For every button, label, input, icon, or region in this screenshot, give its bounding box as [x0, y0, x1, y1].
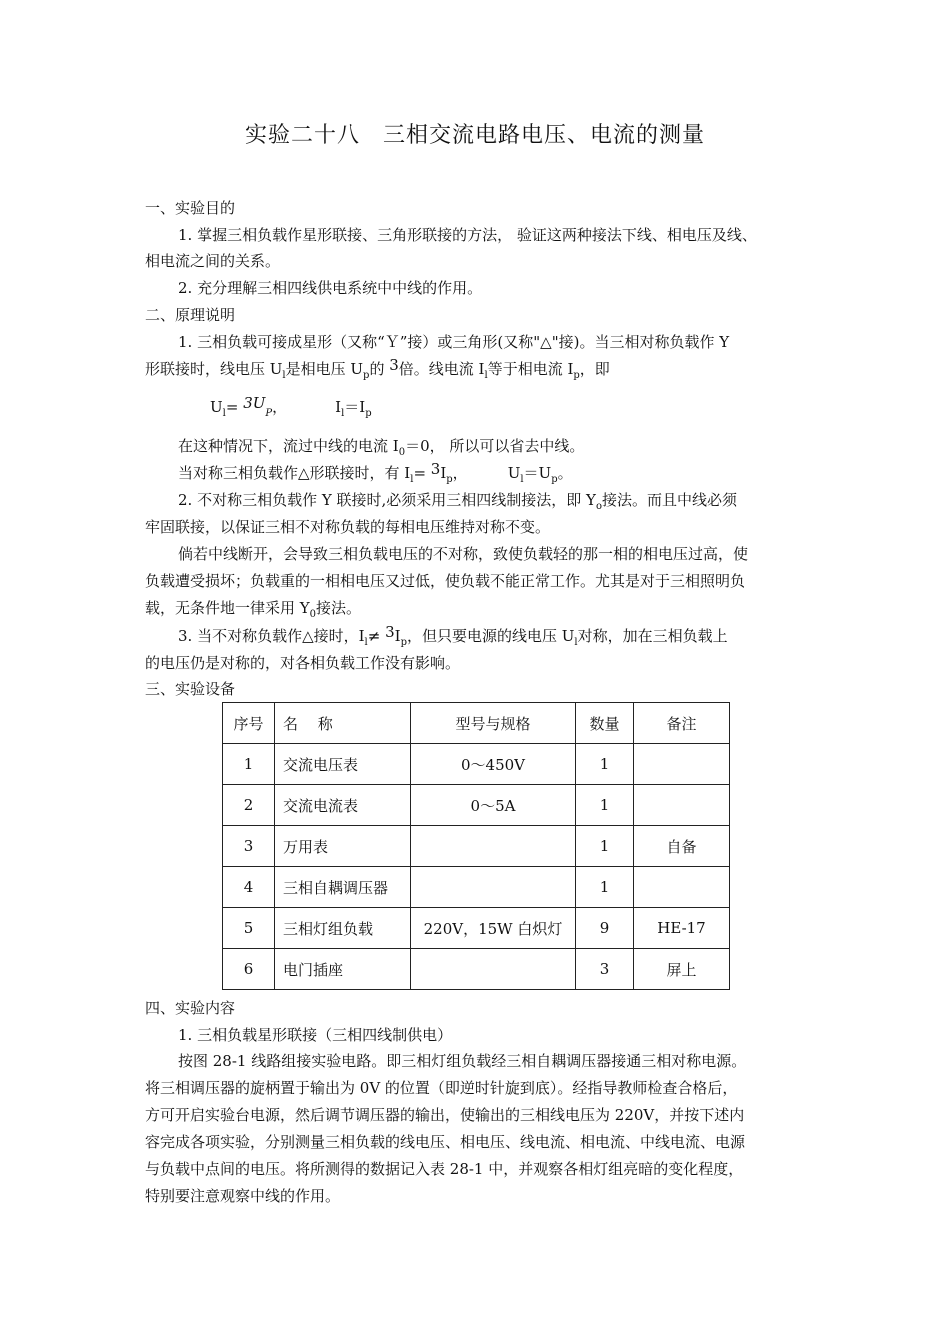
table-cell: 电门插座	[275, 949, 411, 990]
table-cell: 4	[223, 867, 275, 908]
principle-p1-line-1: 1. 三相负载可接成星形（又称“Ｙ”接）或三角形(又称"△"接)。当三相对称负载作 Y	[178, 333, 730, 351]
principle-p4-line-1: 2. 不对称三相负载作 Y 联接时,必须采用三相四线制接法，即 $Y_o$接法。而且中线必须	[178, 491, 738, 512]
table-cell: HE-17	[634, 908, 730, 949]
formula-star: $U_l= 3U_P$， $I_l=I_p$	[210, 394, 372, 419]
content-line-1: 按图 28-1 线路组接实验电路。即三相灯组负载经三相自耦调压器接通三相对称电源。	[178, 1052, 747, 1070]
principle-p2: 在这种情况下，流过中线的电流 $I_0=0$， 所以可以省去中线。	[178, 437, 585, 458]
table-row	[223, 744, 730, 785]
section-heading-objectives: 一、实验目的	[145, 199, 236, 217]
table-cell: 5	[223, 908, 275, 949]
content-subheading-1: 1. 三相负载星形联接（三相四线制供电）	[178, 1026, 453, 1044]
table-row	[223, 867, 730, 908]
table-cell	[634, 744, 730, 785]
principle-p4-line-2: 牢固联接，以保证三相不对称负载的每相电压维持对称不变。	[145, 518, 551, 536]
header-cell: 型号与规格	[411, 703, 576, 744]
principle-p5-line-1: 倘若中线断开，会导致三相负载电压的不对称，致使负载轻的那一相的相电压过高，使	[178, 545, 749, 563]
header-cell: 数量	[576, 703, 634, 744]
content-line-6: 特别要注意观察中线的作用。	[145, 1187, 341, 1205]
table-cell: 6	[223, 949, 275, 990]
objective-2: 2. 充分理解三相四线供电系统中中线的作用。	[178, 279, 483, 297]
content-line-3: 方可开启实验台电源，然后调节调压器的输出，使输出的三相线电压为 220V，并按下述内	[145, 1106, 745, 1124]
page-title: 实验二十八 三相交流电路电压、电流的测量	[244, 123, 705, 148]
table-cell: 2	[223, 785, 275, 826]
table-cell	[411, 867, 576, 908]
sqrt-3: 3	[389, 356, 399, 374]
table-row	[223, 949, 730, 990]
section-heading-equipment: 三、实验设备	[145, 680, 236, 698]
table-cell: 三相自耦调压器	[275, 867, 411, 908]
principle-p6-line-1: 3. 当不对称负载作△接时，$I_l\ne 3I_p$，但只要电源的线电压 $U_l$对称，加在三相负载上	[178, 623, 728, 648]
section-heading-principle: 二、原理说明	[145, 306, 236, 324]
table-cell: 9	[576, 908, 634, 949]
table-cell: 自备	[634, 826, 730, 867]
table-cell: 交流电压表	[275, 744, 411, 785]
table-cell: 220V，15W 白炽灯	[411, 908, 576, 949]
principle-p6-line-2: 的电压仍是对称的，对各相负载工作没有影响。	[145, 654, 461, 672]
content-line-5: 与负载中点间的电压。将所测得的数据记入表 28-1 中，并观察各相灯组亮暗的变化程度，	[145, 1160, 744, 1178]
table-cell: 三相灯组负载	[275, 908, 411, 949]
section-heading-content: 四、实验内容	[145, 999, 236, 1017]
table-cell	[411, 826, 576, 867]
table-cell: 1	[576, 744, 634, 785]
table-cell: 屏上	[634, 949, 730, 990]
table-cell: 万用表	[275, 826, 411, 867]
objective-1-line-2: 相电流之间的关系。	[145, 252, 281, 270]
table-cell: 3	[223, 826, 275, 867]
table-cell: 0～450V	[411, 744, 576, 785]
principle-p1-line-2: 形联接时，线电压 $U_l$是相电压 $U_p$的 3倍。线电流 $I_l$等于相电流 $I_p$，即	[145, 356, 610, 381]
header-cell: 名 称	[275, 703, 411, 744]
principle-p3: 当对称三相负载作△形联接时，有 $I_l= 3I_p$， $U_l=U_p$。	[178, 460, 573, 485]
header-cell: 备注	[634, 703, 730, 744]
principle-p5-line-2: 负载遭受损坏；负载重的一相相电压又过低，使负载不能正常工作。尤其是对于三相照明负	[145, 572, 746, 590]
table-cell: 1	[576, 826, 634, 867]
principle-p5-line-3: 载，无条件地一律采用 $Y_0$接法。	[145, 599, 362, 620]
table-header-row	[223, 703, 730, 744]
table-row	[223, 785, 730, 826]
content-line-4: 容完成各项实验，分别测量三相负载的线电压、相电压、线电流、相电流、中线电流、电源	[145, 1133, 746, 1151]
table-row	[223, 826, 730, 867]
table-cell	[411, 949, 576, 990]
table-cell: 1	[576, 867, 634, 908]
table-cell	[634, 867, 730, 908]
content-line-2: 将三相调压器的旋柄置于输出为 0V 的位置（即逆时针旋到底）。经指导教师检查合格后，	[145, 1079, 738, 1097]
table-cell: 1	[223, 744, 275, 785]
objective-1-line-1: 1. 掌握三相负载作星形联接、三角形联接的方法， 验证这两种接法下线、相电压及线、	[178, 226, 757, 244]
table-cell	[634, 785, 730, 826]
header-cell: 序号	[223, 703, 275, 744]
equipment-table	[222, 702, 730, 990]
table-cell: 1	[576, 785, 634, 826]
table-cell: 0～5A	[411, 785, 576, 826]
table-row	[223, 908, 730, 949]
table-cell: 交流电流表	[275, 785, 411, 826]
table-cell: 3	[576, 949, 634, 990]
